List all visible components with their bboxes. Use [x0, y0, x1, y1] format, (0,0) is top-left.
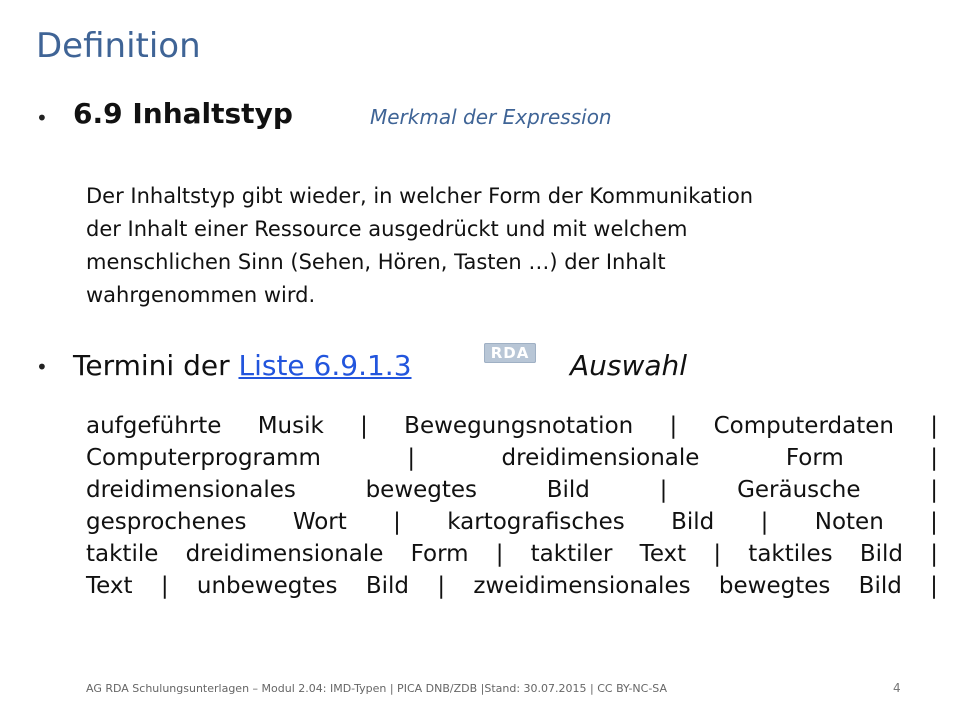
term-word: taktiles: [748, 541, 833, 567]
term-separator: |: [930, 541, 938, 567]
term-word: zweidimensionales: [473, 573, 691, 599]
terms-list: [86, 410, 938, 602]
term-word: aufgeführte: [86, 413, 222, 439]
terms-line: [86, 506, 938, 538]
terms-line: [86, 538, 938, 570]
term-separator: |: [360, 413, 368, 439]
rda-badge-icon: RDA: [484, 343, 536, 363]
term-word: Bild: [671, 509, 715, 535]
page-number: 4: [893, 681, 901, 695]
term-word: Bild: [858, 573, 902, 599]
term-word: Bild: [859, 541, 904, 567]
slide-title: Definition: [36, 26, 201, 66]
terms-line: [86, 474, 938, 506]
term-separator: |: [659, 477, 668, 503]
term-word: Musik: [257, 413, 324, 439]
term-word: Computerprogramm: [86, 445, 321, 471]
term-separator: |: [930, 477, 938, 503]
term-word: kartografisches: [447, 509, 625, 535]
term-word: Form: [410, 541, 469, 567]
terms-line: [86, 442, 938, 474]
term-separator: |: [407, 445, 416, 471]
term-word: Computerdaten: [713, 413, 894, 439]
term-separator: |: [160, 573, 169, 599]
term-word: bewegtes: [718, 573, 831, 599]
term-separator: |: [437, 573, 446, 599]
section1-paragraph: [86, 180, 946, 312]
term-word: Noten: [814, 509, 884, 535]
term-word: Form: [785, 445, 844, 471]
term-word: bewegtes: [365, 477, 478, 503]
section2-heading: [73, 349, 412, 382]
section1-heading: 6.9 Inhaltstyp: [73, 97, 293, 130]
term-separator: |: [669, 413, 678, 439]
paragraph-line: der Inhalt einer Ressource ausgedrückt und mit welchem: [86, 217, 688, 241]
term-separator: |: [495, 541, 504, 567]
bullet-1: •: [36, 106, 48, 130]
paragraph-line: menschlichen Sinn (Sehen, Hören, Tasten …) der Inhalt: [86, 250, 666, 274]
term-separator: |: [393, 509, 401, 535]
term-separator: |: [930, 445, 938, 471]
term-word: taktiler: [530, 541, 613, 567]
term-word: Text: [639, 541, 687, 567]
term-word: Text: [86, 573, 133, 599]
term-word: Geräusche: [737, 477, 861, 503]
paragraph-line: Der Inhaltstyp gibt wieder, in welcher Form der Kommunikation: [86, 184, 754, 208]
terms-line: [86, 570, 938, 602]
term-word: gesprochenes: [86, 509, 247, 535]
term-word: Bild: [365, 573, 410, 599]
term-separator: |: [930, 573, 938, 599]
term-word: unbewegtes: [196, 573, 338, 599]
term-word: dreidimensionales: [86, 477, 296, 503]
term-word: Wort: [292, 509, 347, 535]
paragraph-line: wahrgenommen wird.: [86, 283, 316, 307]
term-separator: |: [713, 541, 722, 567]
term-separator: |: [930, 509, 938, 535]
term-word: taktile: [86, 541, 159, 567]
term-word: dreidimensionale: [185, 541, 384, 567]
term-word: Bewegungsnotation: [404, 413, 634, 439]
term-word: Bild: [546, 477, 590, 503]
section1-subtitle: Merkmal der Expression: [370, 105, 612, 129]
footer-text: AG RDA Schulungsunterlagen – Modul 2.04: IMD-Typen | PICA DNB/ZDB |Stand: 30.07.2015 | CC BY-NC-SA: [86, 682, 667, 695]
term-separator: |: [930, 413, 938, 439]
term-word: dreidimensionale: [501, 445, 700, 471]
liste-6913-link[interactable]: Liste 6.9.1.3: [238, 349, 412, 382]
section2-subtitle: Auswahl: [570, 349, 688, 382]
section2-heading-prefix: Termini der: [73, 349, 239, 382]
bullet-2: •: [36, 355, 48, 379]
terms-line: [86, 410, 938, 442]
term-separator: |: [760, 509, 769, 535]
